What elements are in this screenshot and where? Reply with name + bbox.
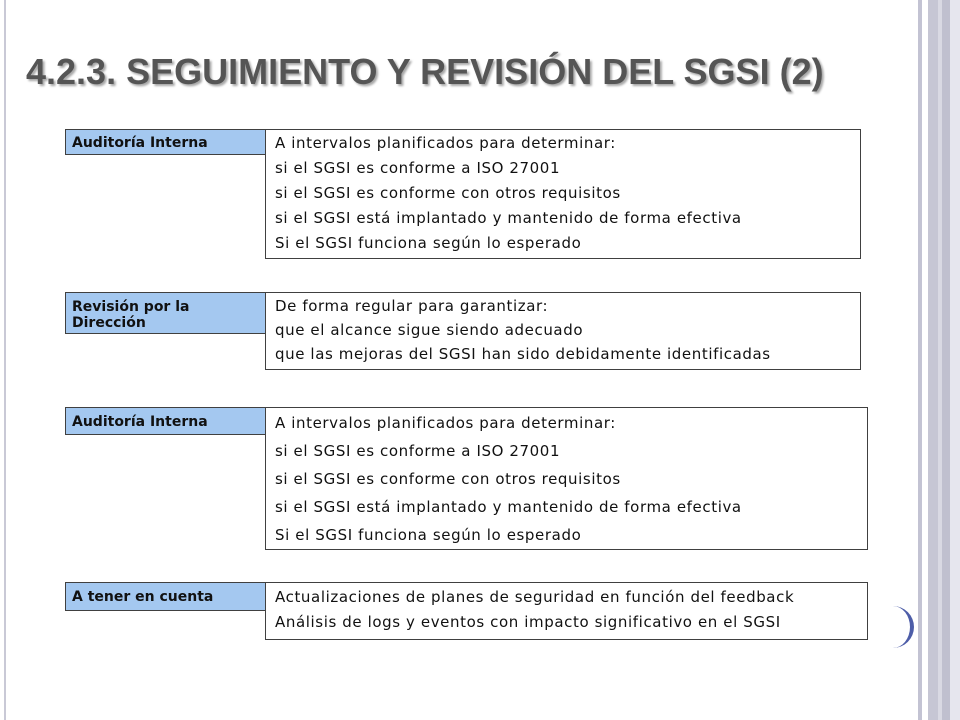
table-row: A intervalos planificados para determinar: (275, 414, 616, 432)
table-label: Revisión por la Dirección (65, 292, 266, 334)
slide-right-band (928, 0, 950, 720)
table-row: Si el SGSI funciona según lo esperado (275, 526, 582, 544)
table-row: Si el SGSI funciona según lo esperado (275, 234, 582, 252)
slide-left-border (4, 0, 6, 720)
table-row: Análisis de logs y eventos con impacto significativo en el SGSI (275, 613, 781, 631)
table-row: si el SGSI es conforme con otros requisitos (275, 470, 621, 488)
table-row: si el SGSI es conforme a ISO 27001 (275, 159, 561, 177)
table-row: Actualizaciones de planes de seguridad en función del feedback (275, 588, 795, 606)
table-content (265, 407, 868, 550)
table-content (265, 129, 861, 259)
table-row: si el SGSI es conforme con otros requisitos (275, 184, 621, 202)
slide-right-edge (950, 0, 960, 720)
table-row: si el SGSI está implantado y mantenido de forma efectiva (275, 209, 742, 227)
table-label: Auditoría Interna (65, 407, 266, 435)
table-label: A tener en cuenta (65, 582, 266, 611)
table-row: que el alcance sigue siendo adecuado (275, 321, 584, 339)
table-row: A intervalos planificados para determinar: (275, 134, 616, 152)
table-row: si el SGSI es conforme a ISO 27001 (275, 442, 561, 460)
table-row: que las mejoras del SGSI han sido debidamente identificadas (275, 345, 771, 363)
table-row: si el SGSI está implantado y mantenido de forma efectiva (275, 498, 742, 516)
decorative-arc (880, 606, 914, 648)
slide-right-border (918, 0, 922, 720)
table-content (265, 582, 868, 640)
slide-title: 4.2.3. SEGUIMIENTO Y REVISIÓN DEL SGSI (2) (26, 51, 824, 92)
table-label: Auditoría Interna (65, 129, 266, 155)
table-content (265, 292, 861, 370)
table-row: De forma regular para garantizar: (275, 297, 549, 315)
